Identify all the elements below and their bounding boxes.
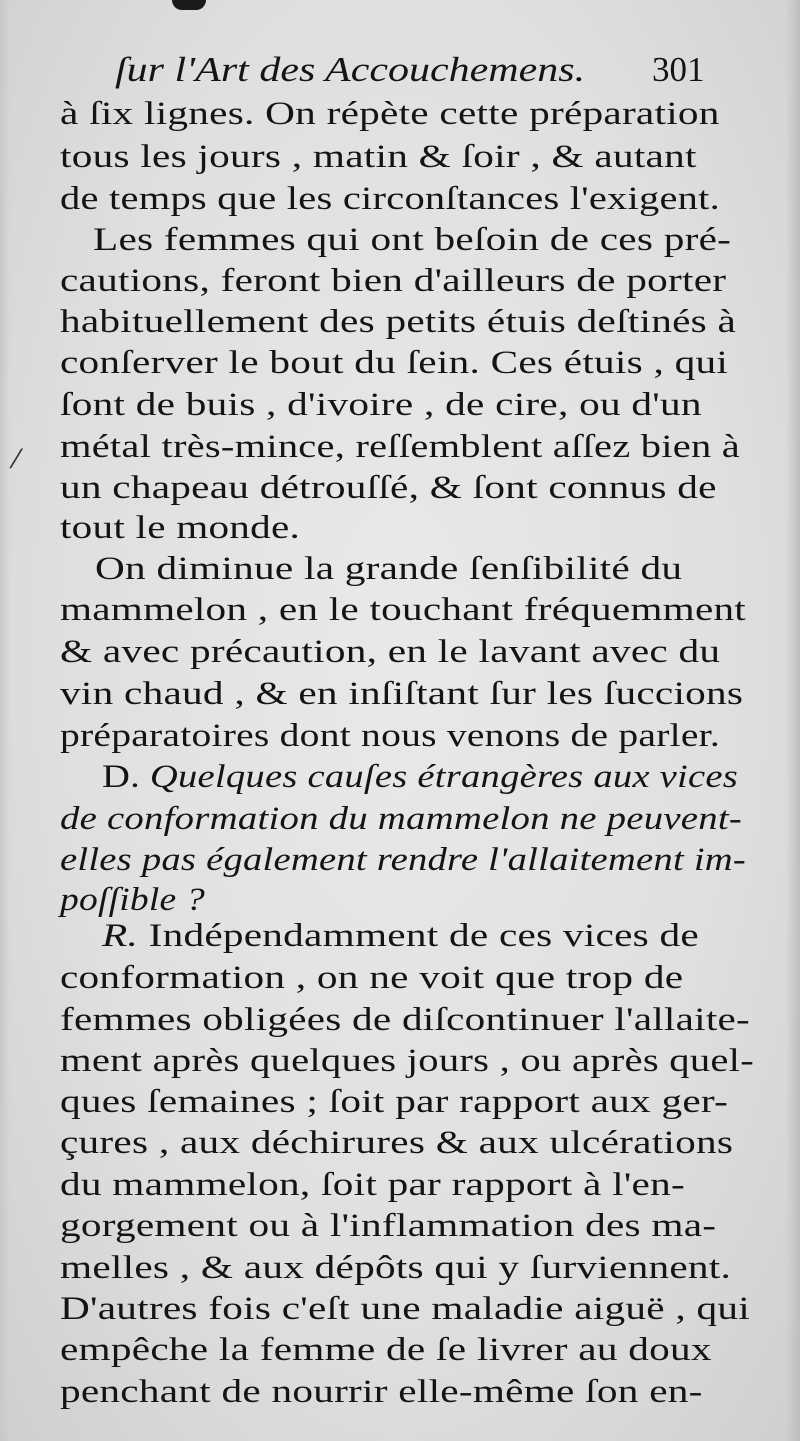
text-line: melles , & aux dépôts qui y ſurviennent. [60,1250,732,1286]
text-line: de temps que les circonſtances l'exigent. [60,181,720,217]
margin-pencil-mark: ⁄ [14,445,19,475]
text-line: conſerver le bout du ſein. Ces étuis , qui [60,345,729,381]
text-line: à ſix lignes. On répète cette préparation [60,96,720,132]
text-line: de conformation du mammelon ne peuvent- [60,801,742,837]
text-line: penchant de nourrir elle-même ſon en- [60,1374,703,1410]
text-line: D'autres fois c'eſt une maladie aiguë , qui [60,1291,750,1327]
text-line: ſont de buis , d'ivoire , de cire, ou d'un [60,387,702,423]
text-line: vin chaud , & en inſiſtant ſur les ſuccions [60,676,744,712]
text-line: conformation , on ne voit que trop de [60,960,684,996]
running-title: ſur l'Art des Accouchemens. [115,50,586,89]
text-line: un chapeau détrouſſé, & ſont connus de [60,470,717,506]
text-line: & avec précaution, en le lavant avec du [60,634,721,670]
text-line: poſſible ? [60,882,205,918]
text-line: Les femmes qui ont beſoin de ces pré- [93,222,732,258]
text-line: cautions, feront bien d'ailleurs de porter [60,263,727,299]
text-line: ment après quelques jours , ou après quel- [60,1043,754,1079]
text-line: habituellement des petits étuis deſtinés à [60,304,737,340]
text-line: tous les jours , matin & ſoir , & autant [60,139,697,175]
page-edge-shadow-right [786,0,800,1441]
page-edge-shadow-left [0,0,10,1441]
text-line: femmes obligées de diſcontinuer l'allaite- [60,1002,750,1038]
text-line: D. Quelques cauſes étrangères aux vices [102,759,738,795]
text-line: elles pas également rendre l'allaitement im- [60,842,746,878]
text-line: gorgement ou à l'inflammation des ma- [60,1208,717,1244]
text-line: On diminue la grande ſenſibilité du [95,551,683,587]
text-line: R. Indépendamment de ces vices de [102,918,699,954]
page-number: 301 [652,50,705,89]
text-line: métal très-mince, reſſemblent aſſez bien à [60,429,740,465]
text-line: préparatoires dont nous venons de parler. [60,718,720,754]
text-line: çures , aux déchirures & aux ulcérations [60,1125,734,1161]
ink-blot [172,0,206,10]
text-line: mammelon , en le touchant fréquemment [60,592,746,628]
text-line: empêche la femme de ſe livrer au doux [60,1332,712,1368]
text-line: tout le monde. [60,510,300,546]
text-line: ques ſemaines ; ſoit par rapport aux ger- [60,1084,729,1120]
text-line: du mammelon, ſoit par rapport à l'en- [60,1167,685,1203]
